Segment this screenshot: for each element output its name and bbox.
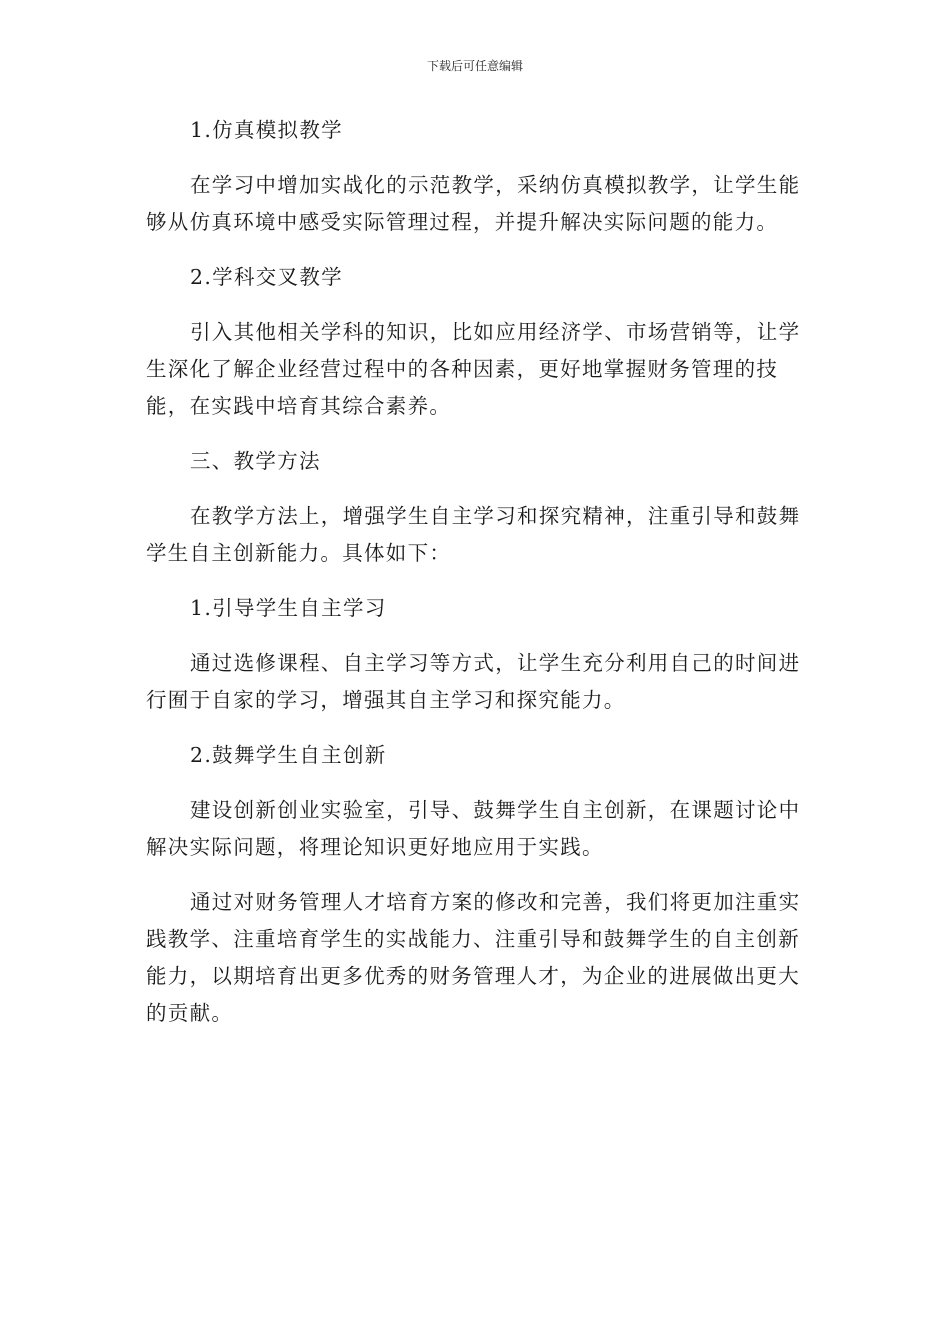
paragraph-teaching-methods-intro: 在教学方法上，增强学生自主学习和探究精神，注重引导和鼓舞学生自主创新能力。具体如下：	[146, 504, 801, 565]
subheading-simulation-teaching: 1.仿真模拟教学	[190, 118, 343, 142]
subheading-guide-self-study: 1.引导学生自主学习	[190, 596, 387, 620]
section-heading-teaching-methods: 三、教学方法	[190, 449, 321, 473]
paragraph-interdisciplinary-teaching: 引入其他相关学科的知识，比如应用经济学、市场营销等，让学生深化了解企业经营过程中的各种因素，更好地掌握财务管理的技能，在实践中培育其综合素养。	[146, 320, 801, 418]
subheading-interdisciplinary-teaching: 2.学科交叉教学	[190, 265, 343, 289]
paragraph-encourage-innovation: 建设创新创业实验室，引导、鼓舞学生自主创新，在课题讨论中解决实际问题，将理论知识更好地应用于实践。	[146, 798, 801, 859]
page-header-note: 下载后可任意编辑	[426, 59, 523, 73]
subheading-encourage-innovation: 2.鼓舞学生自主创新	[190, 743, 387, 767]
paragraph-conclusion: 通过对财务管理人才培育方案的修改和完善，我们将更加注重实践教学、注重培育学生的实战能力、注重引导和鼓舞学生的自主创新能力，以期培育出更多优秀的财务管理人才，为企业的进展做出更大的贡献。	[146, 890, 801, 1025]
document-body	[146, 112, 802, 1050]
paragraph-simulation-teaching: 在学习中增加实战化的示范教学，采纳仿真模拟教学，让学生能够从仿真环境中感受实际管理过程，并提升解决实际问题的能力。	[146, 173, 801, 234]
paragraph-guide-self-study: 通过选修课程、自主学习等方式，让学生充分利用自己的时间进行囿于自家的学习，增强其自主学习和探究能力。	[146, 651, 801, 712]
